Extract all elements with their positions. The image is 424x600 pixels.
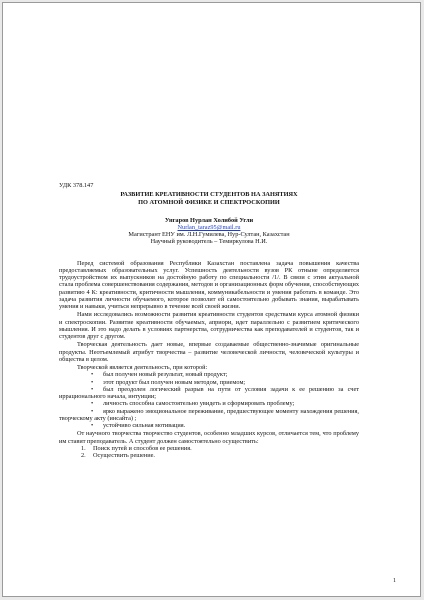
bullet-icon: • (91, 371, 94, 379)
bullet-icon: • (91, 378, 94, 386)
list-item: 2. Осуществить решение. (81, 452, 155, 460)
list-item: • ярко выражено эмоциональное переживание, предшествующее моменту нахождения решения, творческому акту (инсайта) ; (59, 407, 359, 422)
title-line-2: ПО АТОМНОЙ ФИЗИКЕ И СПЕКТРОСКОПИИ (138, 198, 280, 206)
page-content (59, 182, 359, 459)
paragraph-2: Нами исследовались возможности развития креативности студентов средствами курса атомной физики и спектроскопии. Развитие креативности обучаемых, априори, идет параллельно с развитием критического мышления. И это надо делать в условиях партнерства, сотрудничества как преподавателей и студентов, так и студентов друг с другом. (59, 311, 359, 341)
list-item: 1. Поиск путей и способов ее решения. (81, 444, 192, 452)
author-email-link[interactable]: Nurlan_taraz95@mail.ru (177, 223, 241, 231)
article-title (59, 191, 359, 206)
author-affiliation: Магистрант ЕНУ им. Л.Н.Гумилева, Нур-Султан, Казахстан (128, 231, 290, 239)
list-item: • устойчиво сильная мотивация. (91, 422, 186, 430)
scientific-advisor: Научный руководитель – Темиркулова Н.И. (150, 238, 268, 246)
paragraph-4: Творческой является деятельность, при которой: (77, 364, 208, 372)
list-item: • был преодолен логический разрыв на пути от условия задачи к ее решению за счет иррационального начала, интуиции; (59, 385, 359, 401)
paragraph-5: От научного творчества творчество студентов, особенно младших курсов, отличается тем, что проблему им ставит преподаватель. А студент должен самостоятельно осуществить: (59, 430, 359, 445)
bullet-icon: • (91, 422, 94, 430)
list-item: • личность способна самостоятельно увидеть и сформировать проблему; (91, 400, 295, 408)
udk-code: УДК 378.147 (59, 182, 94, 189)
list-item: • этот продукт был получен новым методом, приемом; (91, 378, 246, 386)
bullet-icon: • (91, 385, 94, 393)
author-name: Унгаров Нурлан Холибой Угли (164, 216, 254, 224)
document-page (2, 2, 421, 597)
page-number: 1 (393, 578, 396, 584)
paragraph-3: Творческая деятельность дает новые, впервые создаваемые общественно-значимые оригинальные продукты. Неотъемлемый атрибут творчества – развитие человеческой личности, человеческой культуры и общества в целом. (59, 341, 359, 363)
bullet-list (59, 371, 359, 429)
bullet-icon: • (91, 400, 94, 408)
title-line-1: РАЗВИТИЕ КРЕАТИВНОСТИ СТУДЕНТОВ НА ЗАНЯТИЯХ (120, 191, 298, 199)
bullet-icon: • (91, 407, 94, 415)
numbered-list (59, 445, 359, 460)
list-item: • был получен новый результат, новый продукт; (91, 371, 228, 379)
paragraph-1: Перед системой образования Республики Казахстан поставлена задача повышения качества предоставляемых образовательных услуг. Успешность деятельности вузов РК отныне определяется трудоустройством их выпускников на достойную работу по специальности /1/. В связи с этим актуальной стала проблема совершенствования содержания, методов и организационных форм обучения, способствующих развитию 4 К: креативности, критичности мышления, коммуникабельности и умения работать в команде. Это задача развития личности обучаемого, которое позволит ей самостоятельно добывать знания, вырабатывать умения и навыки, учиться непрерывно в течение всей своей жизни. (59, 259, 359, 311)
